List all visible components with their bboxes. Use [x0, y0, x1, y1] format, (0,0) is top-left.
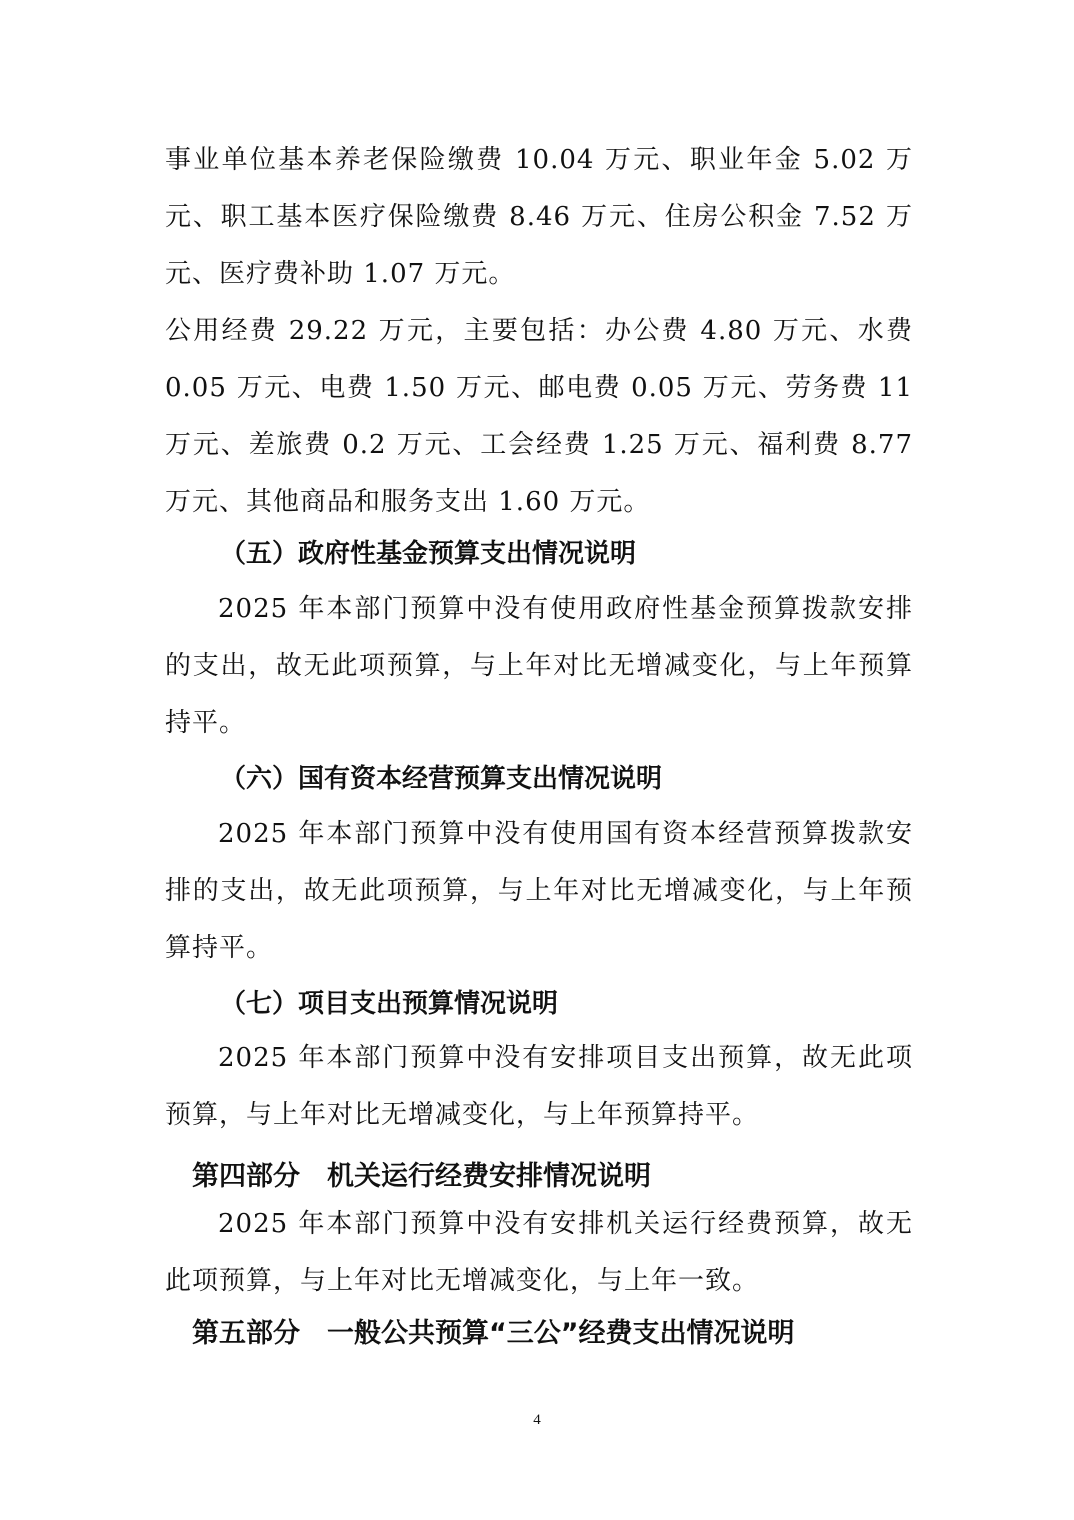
paragraph-state-capital: 2025 年本部门预算中没有使用国有资本经营预算拨款安排的支出，故无此项预算，与上年对比无增减变化，与上年预算持平。	[165, 819, 913, 963]
heading-part-five: 第五部分 一般公共预算“三公”经费支出情况说明	[192, 1318, 795, 1349]
paragraph-government-fund: 2025 年本部门预算中没有使用政府性基金预算拨款安排的支出，故无此项预算，与上年对比无增减变化，与上年预算持平。	[165, 594, 913, 738]
paragraph-project-expenses: 2025 年本部门预算中没有安排项目支出预算，故无此项预算，与上年对比无增减变化，与上年预算持平。	[165, 1043, 913, 1130]
paragraph-public-expenses: 公用经费 29.22 万元，主要包括：办公费 4.80 万元、水费 0.05 万元、电费 1.50 万元、邮电费 0.05 万元、劳务费 11 万元、差旅费 0.2 万元、工会经费 1.25 万元、福利费 8.77 万元、其他商品和服务支出 1.60 万元。	[165, 316, 913, 517]
heading-part-four: 第四部分 机关运行经费安排情况说明	[192, 1161, 651, 1192]
paragraph-personnel-expenses: 事业单位基本养老保险缴费 10.04 万元、职业年金 5.02 万元、职工基本医疗保险缴费 8.46 万元、住房公积金 7.52 万元、医疗费补助 1.07 万元。	[165, 145, 913, 289]
page-number: 4	[533, 1412, 541, 1428]
heading-state-capital: （六）国有资本经营预算支出情况说明	[220, 764, 663, 794]
paragraph-operating-expenses: 2025 年本部门预算中没有安排机关运行经费预算，故无此项预算，与上年对比无增减变化，与上年一致。	[165, 1209, 913, 1296]
heading-government-fund: （五）政府性基金预算支出情况说明	[220, 539, 637, 569]
heading-project-expenses: （七）项目支出预算情况说明	[220, 989, 559, 1019]
